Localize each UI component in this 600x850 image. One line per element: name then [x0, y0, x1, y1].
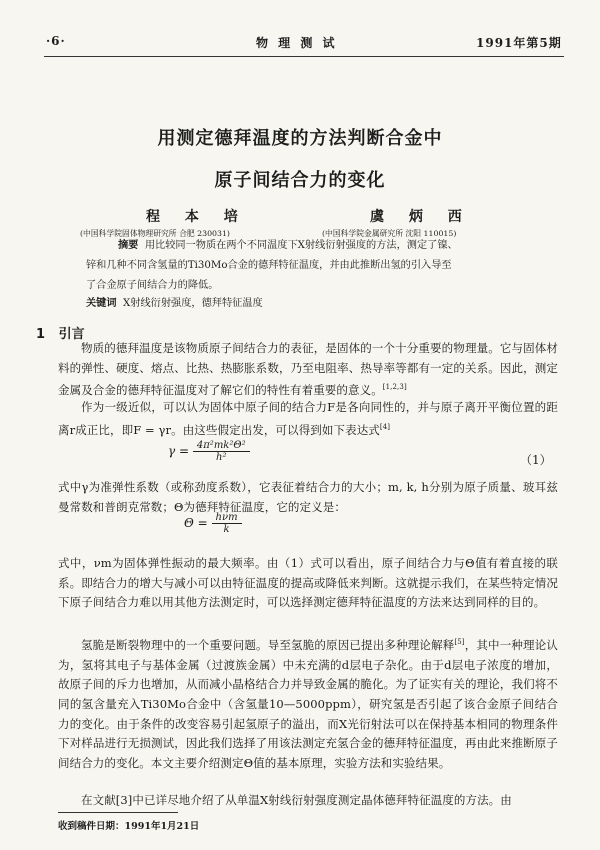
journal-name: 物 理 测 试 — [256, 36, 338, 50]
section-1-number: 1 — [36, 327, 46, 342]
keywords-label: 关键词 — [86, 298, 117, 309]
abstract-line-3: 了合金原子间结合力的降低。 — [86, 280, 219, 291]
equation-1 — [168, 440, 250, 463]
equation-2-lhs: Θ = — [184, 516, 208, 530]
section-1-title: 引言 — [58, 327, 85, 342]
keywords — [86, 294, 546, 314]
author-2-affiliation: (中国科学院金属研究所 沈阳 110015) — [322, 229, 457, 238]
abstract-line-1 — [118, 236, 538, 256]
equation-1-lhs: γ = — [168, 444, 190, 458]
abstract-label: 摘要 — [118, 240, 139, 251]
paragraph-5 — [58, 633, 558, 774]
paragraph-2 — [58, 398, 558, 440]
ref-4: [4] — [379, 422, 391, 431]
author-1-name: 程 本 培 — [146, 209, 248, 225]
title-line-1: 用测定德拜温度的方法判断合金中 — [157, 128, 443, 149]
equation-2-numerator: hνm — [212, 512, 242, 524]
equation-1-fraction — [193, 440, 250, 463]
paragraph-5-text-a: 氢脆是断裂物理中的一个重要问题。导至氢脆的原因已提出多种理论解释 — [81, 637, 455, 652]
paragraph-5-text-b: ，其中一种理论认为，氢将其电子与基体金属（过渡族金属）中未充满的d层电子杂化。由于d层电子浓度的增加，故原子间的斥力也增加，从而减小晶格结合力并导致金属的脆化。为了证实有关的理论，我们将不同的氢含量充入Ti30Mo合金中（含氢量10—5000ppm），研究氢是否引起了该合金原子间结合力的变化。由于条件的改变容易引起氢原子的溢出，而X光衍射法可以在保持基本相同的物理条件下对样品进行无损测试，因此我们选择了用该法测定充氢合金的德拜特征温度，再由此来推断原子间结合力的变化。本文主要介绍测定Θ值的基本原理，实验方法和实验结果。 — [58, 637, 558, 771]
footnote-received-date: 收到稿件日期：1991年1月21日 — [58, 821, 200, 832]
equation-2 — [184, 512, 242, 535]
paragraph-6: 在文献[3]中已详尽地介绍了从单温X射线衍射强度测定晶体德拜特征温度的方法。由 — [81, 793, 512, 807]
ref-5: [5] — [454, 638, 465, 646]
header-rule — [44, 56, 564, 57]
abstract-text-1: 用比较同一物质在两个不同温度下X射线衍射强度的方法，测定了镍、 — [144, 240, 458, 251]
ref-1-2-3: [1,2,3] — [382, 383, 407, 392]
title-line-2: 原子间结合力的变化 — [214, 170, 386, 191]
equation-1-label: （1） — [520, 453, 552, 467]
author-2-name: 虞 炳 西 — [370, 209, 472, 225]
paragraph-3: 式中γ为准弹性系数（或称劲度系数），它表征着结合力的大小；m, k, h分别为原子质量、玻耳兹曼常数和普朗克常数；Θ为德拜特征温度，它的定义是： — [58, 480, 558, 514]
journal-issue: 1991年第5期 — [476, 36, 562, 50]
author-1-affiliation: (中国科学院固体物理研究所 合肥 230031) — [80, 229, 230, 238]
equation-1-denominator: h² — [216, 452, 227, 463]
paragraph-4: 式中，νm为固体弹性振动的最大频率。由（1）式可以看出，原子间结合力与Θ值有着直接的联系。即结合力的增大与减小可以由特征温度的提高或降低来判断。这就提示我们，在某些特定情况下原子间结合力难以用其他方法测定时，可以选择测定德拜特征温度的方法来达到同样的目的。 — [58, 556, 558, 610]
keywords-text: X射线衍射强度，德拜特征温度 — [123, 298, 263, 309]
paragraph-2-text: 作为一级近似，可以认为固体中原子间的结合力F是各向同性的，并与原子离开平衡位置的距离r成正比，即F = γr。由这些假定出发，可以得到如下表达式 — [58, 400, 558, 437]
equation-2-fraction — [212, 512, 242, 535]
paragraph-1-text: 物质的德拜温度是该物质原子间结合力的表征，是固体的一个十分重要的物理量。它与固体材料的弹性、硬度、熔点、比热、热膨胀系数，乃至电阻率、热导率等都有一定的关系。因此，测定金属及合金的德拜特征温度对了解它们的特性有着重要的意义。 — [58, 341, 558, 398]
page-number: ·6· — [46, 34, 66, 48]
paragraph-1 — [58, 339, 558, 401]
equation-1-numerator: 4π²mk²Θ² — [193, 440, 250, 452]
equation-2-denominator: k — [223, 524, 230, 535]
footnote-rule — [58, 812, 178, 813]
abstract-line-2: 锌和几种不同含氢量的Ti30Mo合金的德拜特征温度，并由此推断出氢的引入导至 — [86, 260, 452, 271]
